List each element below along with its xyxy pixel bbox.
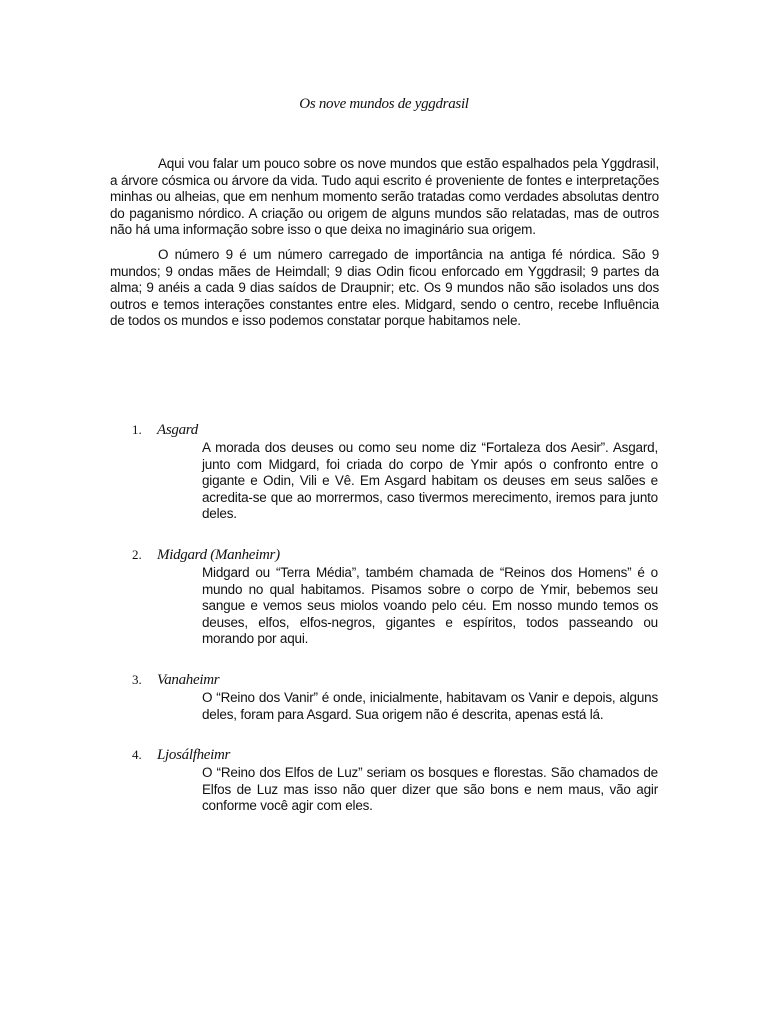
world-item (110, 745, 660, 815)
world-number: 2. (132, 546, 142, 562)
world-description: A morada dos deuses ou como seu nome diz “Fortaleza dos Aesir”. Asgard, junto com Midgard, foi criada do corpo de Ymir após o confronto entre o gigante e Odin, Vili e Vê. Em Asgard habitam os deuses em seus salões e acredita-se que ao morrermos, caso tivermos merecimento, iremos para junto deles. (202, 440, 658, 522)
world-item (110, 670, 660, 723)
world-description: Midgard ou “Terra Média”, também chamada de “Reinos dos Homens” é o mundo no qual habitamos. Pisamos sobre o corpo de Ymir, bebemos seu sangue e vemos seus miolos voando pelo céu. Em nosso mundo temos os deuses, elfos, elfos-negros, gigantes e espíritos, todos passeando ou morando por aqui. (202, 564, 658, 647)
intro-section (110, 156, 659, 338)
world-description: O “Reino dos Elfos de Luz” seriam os bosques e florestas. São chamados de Elfos de Luz mas isso não quer dizer que são bons e nem maus, vão agir conforme você agir com eles. (202, 765, 658, 814)
intro-paragraph: Aqui vou falar um pouco sobre os nove mundos que estão espalhados pela Yggdrasil, a árvore cósmica ou árvore da vida. Tudo aqui escrito é proveniente de fontes e interpretações minhas ou alheias, que em nenhum momento serão tratadas como verdades absolutas dentro do paganismo nórdico. A criação ou origem de alguns mundos são relatadas, mas de outros não há uma informação sobre isso o que deixa no imaginário sua origem. (110, 156, 659, 238)
document-title: Os nove mundos de yggdrasil (299, 96, 469, 112)
intro-paragraph: O número 9 é um número carregado de importância na antiga fé nórdica. São 9 mundos; 9 ondas mães de Heimdall; 9 dias Odin ficou enforcado em Yggdrasil; 9 partes da alma; 9 anéis a cada 9 dias saídos de Draupnir; etc. Os 9 mundos não são isolados uns dos outros e temos interações constantes entre eles. Midgard, sendo o centro, recebe Influência de todos os mundos e isso podemos constatar porque habitamos nele. (110, 246, 659, 329)
worlds-list (110, 420, 660, 837)
world-name: Ljosálfheimr (157, 747, 231, 764)
world-number: 1. (132, 422, 142, 437)
world-heading (110, 545, 660, 565)
world-number: 3. (132, 671, 142, 687)
world-item (110, 545, 660, 648)
world-description: O “Reino dos Vanir” é onde, inicialmente, habitavam os Vanir e depois, alguns deles, foram para Asgard. Sua origem não é descrita, apenas está lá. (202, 689, 658, 722)
world-name: Vanaheimr (157, 671, 220, 688)
world-heading (110, 670, 660, 690)
world-item (110, 420, 660, 523)
world-name: Asgard (157, 422, 198, 438)
world-name: Midgard (Manheimr) (157, 546, 280, 563)
world-number: 4. (132, 747, 142, 763)
world-heading (110, 420, 660, 440)
world-heading (110, 745, 660, 765)
